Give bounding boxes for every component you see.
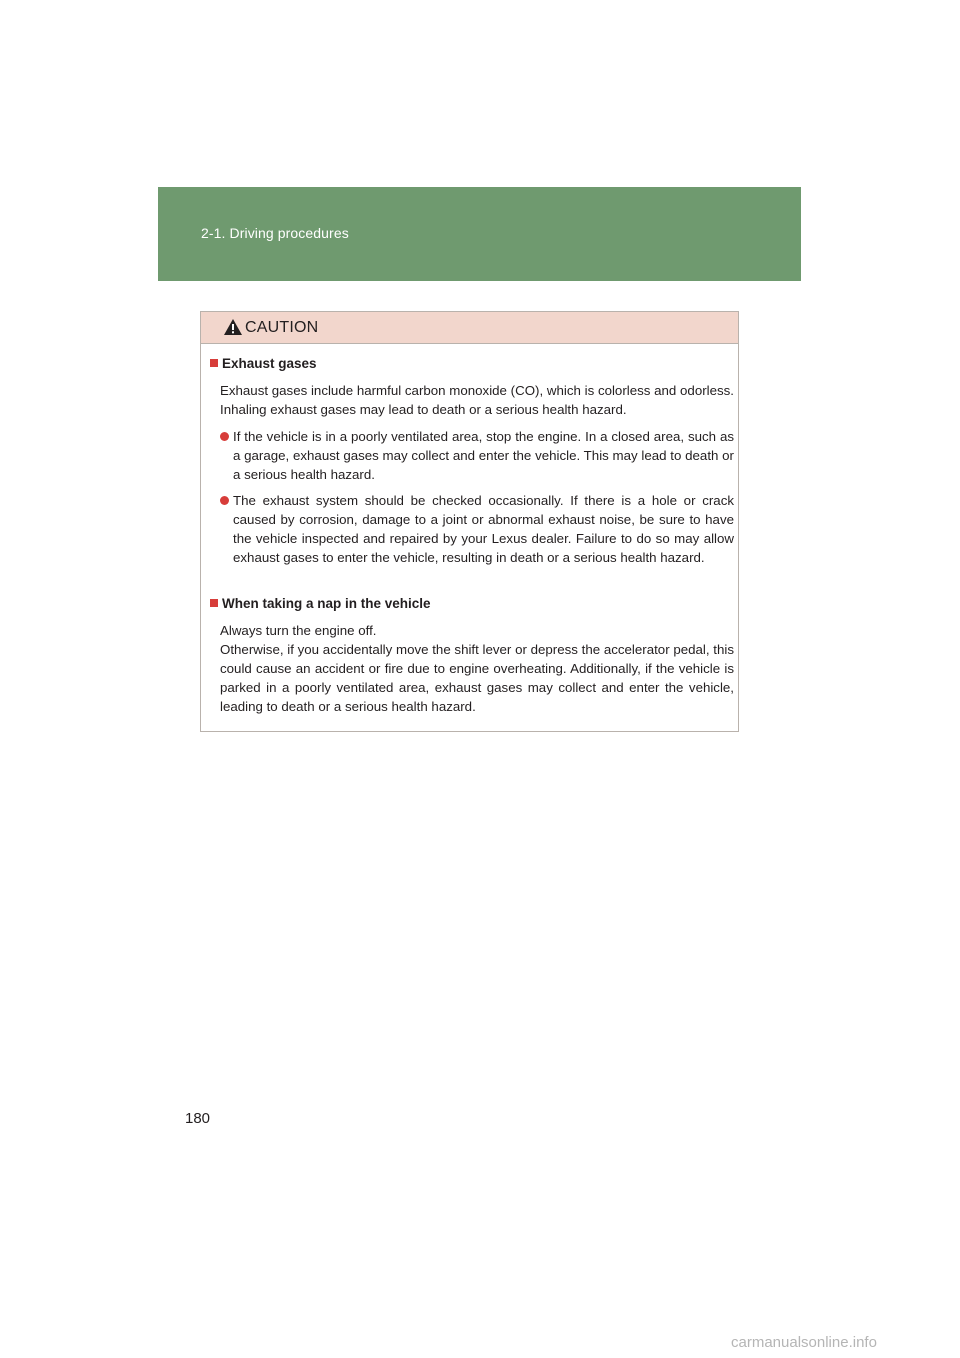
caution-box — [200, 311, 739, 732]
section-title: 2-1. Driving procedures — [201, 225, 349, 241]
caution-label: CAUTION — [245, 319, 319, 336]
exhaust-gases-paragraph: Exhaust gases include harmful carbon monoxide (CO), which is colorless and odorless. Inhaling exhaust gases may lead to death or a serious health hazard. — [220, 383, 734, 417]
warning-triangle-icon — [223, 318, 243, 336]
bullet-item: The exhaust system should be checked occasionally. If there is a hole or crack caused by corrosion, damage to a joint or abnormal exhaust noise, be sure to have the vehicle inspected and repaired by your Lexus dealer. Failure to do so may allow exhaust gases to enter the vehicle, resulting in death or a serious health hazard. — [220, 491, 734, 567]
red-square-bullet-icon — [210, 599, 218, 607]
red-dot-bullet-icon — [220, 432, 229, 441]
red-dot-bullet-icon — [220, 496, 229, 505]
nap-paragraph: Otherwise, if you accidentally move the shift lever or depress the accelerator pedal, this could cause an accident or fire due to engine overheating. Additionally, if the vehicle is parked in a poorly ventilated area, exhaust gases may collect and enter the vehicle, leading to death or a serious health hazard. — [220, 642, 734, 714]
bullet-item: If the vehicle is in a poorly ventilated area, stop the engine. In a closed area, such as a garage, exhaust gases may collect and enter the vehicle. This may lead to death or a serious health hazard. — [220, 427, 734, 484]
red-square-bullet-icon — [210, 359, 218, 367]
watermark: carmanualsonline.info — [731, 1334, 877, 1351]
nap-first-line: Always turn the engine off. — [220, 623, 377, 638]
section-heading-nap: When taking a nap in the vehicle — [210, 596, 431, 611]
caution-header — [201, 312, 738, 344]
section-header-band — [158, 187, 801, 281]
page-number: 180 — [185, 1110, 211, 1127]
section-heading-exhaust-gases: Exhaust gases — [210, 356, 317, 371]
